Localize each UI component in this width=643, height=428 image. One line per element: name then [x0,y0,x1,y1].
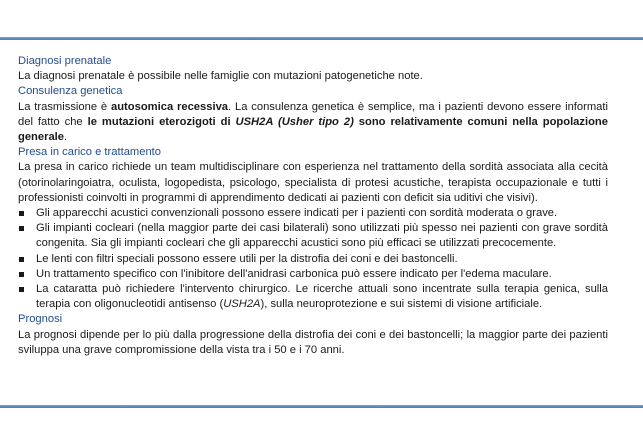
list-item [18,206,608,221]
heading-diagnosi-prenatale: Diagnosi prenatale [18,55,112,67]
list-item-text: Le lenti con filtri speciali possono essere utili per la distrofia dei coni e dei bastoncelli. [36,252,458,265]
bullet-square-icon [19,211,24,216]
presa-in-carico-intro: La presa in carico richiede un team multidisciplinare con esperienza nel trattamento della sordità associata alla cecità (otorinolaringoiatra, oculista, logopedista, psicologo, specialista di protesi acustiche, terapista occupazionale e tutti i professionisti coinvolti in programmi di apprendimento dedicati ai pazienti con deficit sia uditivi che visivi). [18,161,608,204]
consulenza-text-part-3: . La consulenza genetica è semplice, ma i pazienti devono essere informati del fatto che [18,100,608,128]
heading-consulenza-genetica: Consulenza genetica [18,85,123,98]
consulenza-bold-part-4: le mutazioni eterozigoti di [87,115,236,128]
list-item-text: Gli impianti cocleari (nella maggior parte dei casi bilaterali) sono utilizzati più spesso nei pazienti con grave sordità congenita. Sia gli impianti cocleari che gli apparecchi acustici sono più efficaci se utilizzati precocemente. [36,222,608,250]
bullet-square-icon [19,287,24,292]
list-item-text: Un trattamento specifico con l'inibitore dell'anidrasi carbonica può essere indicato per l'edema maculare. [36,267,552,280]
heading-prognosi: Prognosi [18,313,63,326]
consulenza-bold-part-6: sono relativamente comuni nella popolazione generale [18,115,608,144]
consulenza-text-part-1: La trasmissione è [18,100,111,113]
bottom-divider [0,405,643,408]
list-item-text-part-a: La cataratta può richiedere l'intervento chirurgico. Le ricerche attuali sono incentrate sulla terapia genica, sulla terapia con oligonucleotidi antisenso ( [36,283,608,311]
list-item-gene-name: USH2A [223,298,261,311]
consulenza-bold-mutazioni [18,116,608,143]
bullet-square-icon [19,226,24,231]
consulenza-bold-autosomica: autosomica recessiva [111,100,229,113]
consulenza-gene-name: USH2A (Usher tipo 2) [235,115,354,128]
list-item [18,282,608,312]
bullet-square-icon [19,272,24,277]
top-divider [0,37,643,40]
prognosi-text: La prognosi dipende per lo più dalla progressione della distrofia dei coni e dei bastoncelli; la maggior parte dei pazienti sviluppa una grave compromissione della vista tra i 50 e i 70 anni. [18,328,608,356]
document-body [18,54,608,358]
consulenza-genetica-text [18,100,608,146]
bullet-square-icon [19,257,24,262]
treatment-list [18,206,608,312]
diagnosi-prenatale-text: La diagnosi prenatale è possibile nelle famiglie con mutazioni patogenetiche note. [18,70,423,83]
list-item [18,252,608,267]
list-item-text: Gli apparecchi acustici convenzionali possono essere indicati per i pazienti con sordità moderata o grave. [36,207,558,220]
list-item-text-part-c: ), sulla neuroprotezione e sui sistemi di visione artificiale. [260,298,543,311]
consulenza-text-part-7: . [64,131,68,144]
list-item [18,267,608,282]
heading-presa-in-carico: Presa in carico e trattamento [18,146,162,159]
list-item [18,221,608,251]
